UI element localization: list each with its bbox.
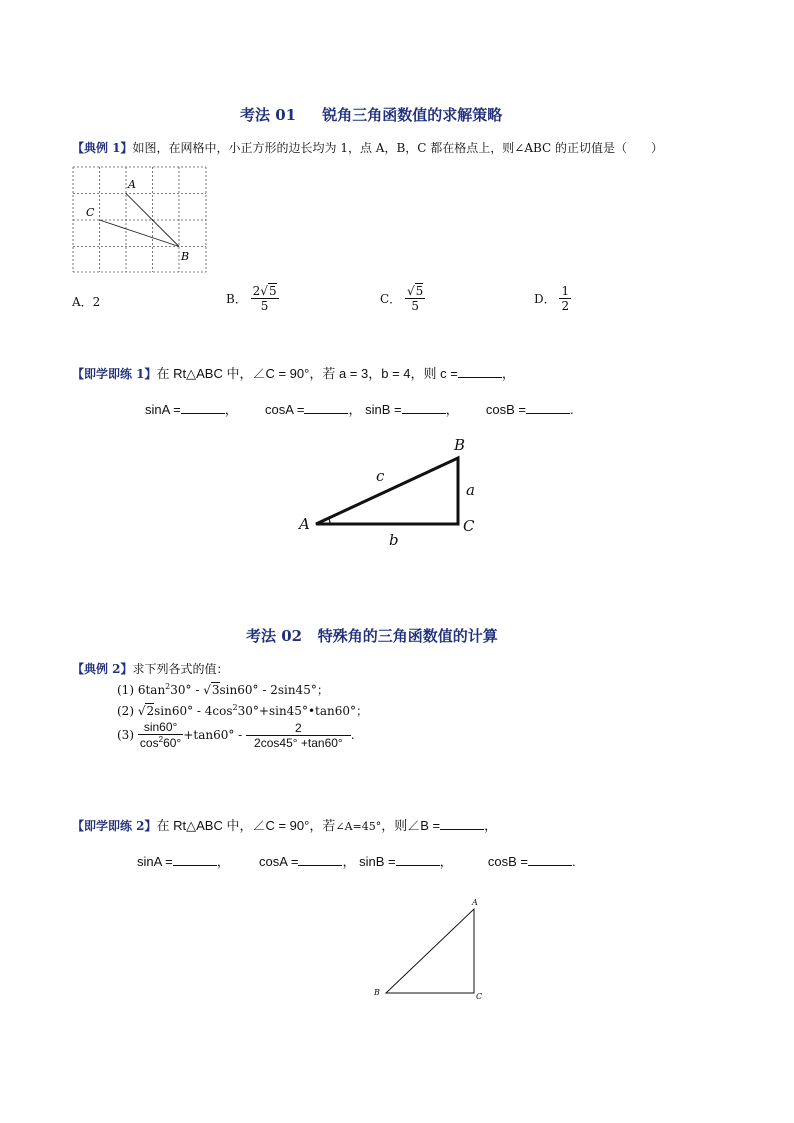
p1-sep: ， xyxy=(445,402,459,417)
grid-label-a: A xyxy=(128,178,136,191)
practice2-text-a: 在 Rt△ABC 中，∠C = 90°，若 xyxy=(156,818,336,833)
p1-cosb-label: cosB = xyxy=(485,402,526,417)
p2-cosb-label: cosB = xyxy=(487,854,528,869)
expr3-num1: sin60° xyxy=(138,720,184,735)
option-d-fraction xyxy=(559,284,571,313)
practice1-line xyxy=(72,363,515,382)
practice1-blank-c[interactable] xyxy=(458,366,502,378)
tri1-label-a: A xyxy=(299,515,310,533)
example1-tag: 【典例 1】 xyxy=(72,141,133,155)
p2-cosb-blank[interactable] xyxy=(528,854,572,866)
practice2-line xyxy=(72,815,497,834)
p1-sep: ， xyxy=(224,402,238,417)
option-c[interactable] xyxy=(380,284,425,313)
expr3-den2: 2cos45° +tan60° xyxy=(254,735,343,750)
expr2-prefix: (2) xyxy=(117,704,134,718)
practice2-angle: ∠A=45° xyxy=(335,820,382,833)
p1-sinb-blank[interactable] xyxy=(402,402,446,414)
p2-sinb-label: sinB = xyxy=(359,854,396,869)
expr3-prefix: (3) xyxy=(117,728,134,742)
tri1-label-side-a: a xyxy=(466,481,475,499)
p1-end: . xyxy=(569,402,574,417)
p2-end: . xyxy=(571,854,576,869)
expr2-a: sin60° - 4cos xyxy=(154,704,233,718)
tri1-label-c: C xyxy=(463,517,475,535)
option-b-fraction: $\frac{2√5}{5}$ xyxy=(252,284,277,313)
practice1-answers xyxy=(145,399,574,418)
expr3-den1-b: 60° xyxy=(163,736,182,750)
p2-cosa-blank[interactable] xyxy=(298,854,342,866)
triangle1-figure xyxy=(290,432,490,552)
p2-cosa-label: cosA = xyxy=(259,854,299,869)
triangle1-shape xyxy=(316,458,458,524)
triangle2-shape xyxy=(386,909,474,993)
expr2-sup: 2 xyxy=(232,703,238,712)
option-c-fraction: $\frac{√5}{5}$ xyxy=(407,284,424,313)
triangle2-figure xyxy=(368,895,488,1007)
option-a-letter: A． xyxy=(72,295,93,309)
expr1-b: 30° - xyxy=(170,683,204,697)
example1-line xyxy=(72,139,663,156)
p1-sep: ， xyxy=(348,402,362,417)
p2-sinb-blank[interactable] xyxy=(396,854,440,866)
practice1-end: ， xyxy=(501,366,515,381)
p1-cosa-blank[interactable] xyxy=(304,402,348,414)
expr2-b: 30°+sin45°•tan60°； xyxy=(237,704,368,718)
p2-sep: ， xyxy=(439,854,453,869)
option-a-value: 2 xyxy=(92,295,101,309)
option-d-letter: D． xyxy=(534,292,556,306)
p1-sina-blank[interactable] xyxy=(181,402,225,414)
option-b-coef: 2 xyxy=(252,284,261,298)
tri2-label-a: A xyxy=(472,898,478,907)
practice2-text-b: ，则∠B = xyxy=(381,818,441,833)
expr3-den1-sup: 2 xyxy=(158,735,164,744)
option-b-denominator: 5 xyxy=(260,299,269,313)
tri2-label-b: B xyxy=(374,988,380,997)
expr3-fraction1 xyxy=(138,720,184,750)
expr3-mid: +tan60° - xyxy=(183,728,247,742)
example1-text: 如图，在网格中，小正方形的边长均为 1，点 A，B，C 都在格点上，则∠ABC 的正切值是（ ） xyxy=(132,141,664,155)
grid-label-b: B xyxy=(181,250,190,263)
section2-title: 考法 02 特殊角的三角函数值的计算 xyxy=(246,627,498,645)
expr-2: (2) $√2\sin 60^\circ - 4\cos^230^\circ+\sin 45^\circ•\tan 60^\circ$； xyxy=(117,703,368,718)
option-b[interactable] xyxy=(226,284,279,313)
option-a[interactable] xyxy=(72,293,100,310)
tri2-label-c: C xyxy=(476,992,483,1001)
p2-sina-label: sinA = xyxy=(137,854,173,869)
practice2-answers xyxy=(137,851,576,870)
practice1-text: 在 Rt△ABC 中，∠C = 90°，若 a = 3，b = 4，则 c = xyxy=(156,366,458,381)
practice2-end: ， xyxy=(484,818,498,833)
practice2-blank-b[interactable] xyxy=(440,818,484,830)
practice2-tag: 【即学即练 2】 xyxy=(72,819,157,833)
expr3-end: . xyxy=(350,728,355,742)
tri1-label-b: B xyxy=(454,436,466,454)
example2-text: 求下列各式的值： xyxy=(132,662,229,676)
section1-title: 考法 01 锐角三角函数值的求解策略 xyxy=(240,106,503,124)
example2-line xyxy=(72,660,229,677)
option-d[interactable] xyxy=(534,284,571,313)
expr1-a: 6tan xyxy=(137,683,166,697)
expr1-radicand: 3 xyxy=(211,683,220,697)
expr3-fraction2 xyxy=(246,721,351,750)
practice1-tag: 【即学即练 1】 xyxy=(72,367,157,381)
p2-sina-blank[interactable] xyxy=(173,854,217,866)
expr2-radicand: 2 xyxy=(146,704,155,718)
option-c-radicand: 5 xyxy=(415,284,424,298)
tri1-label-side-c: c xyxy=(376,467,385,485)
grid-figure xyxy=(66,164,216,276)
expr1-sup: 2 xyxy=(165,682,171,691)
expr1-prefix: (1) xyxy=(117,683,134,697)
tri1-label-side-b: b xyxy=(389,531,399,549)
p1-cosa-label: cosA = xyxy=(265,402,305,417)
expr1-c: sin60° - 2sin45°； xyxy=(219,683,329,697)
option-c-denominator: 5 xyxy=(411,299,419,313)
option-d-denominator: 2 xyxy=(561,299,570,313)
p1-cosb-blank[interactable] xyxy=(526,402,570,414)
example2-tag: 【典例 2】 xyxy=(72,662,133,676)
grid-label-c: C xyxy=(86,206,95,219)
expr3-den1-a: cos xyxy=(139,736,159,750)
p1-sina-label: sinA = xyxy=(145,402,181,417)
option-c-letter: C． xyxy=(380,292,402,306)
option-b-radicand: 5 xyxy=(268,284,277,298)
segment-cb xyxy=(100,220,180,247)
option-d-numerator: 1 xyxy=(561,284,570,298)
expr-1: (1) $6\tan^230^\circ - √3\sin 60^\circ - 2\sin 45^\circ$； xyxy=(117,682,329,697)
p2-sep: ， xyxy=(216,854,230,869)
expr-3 xyxy=(117,720,355,750)
p1-sinb-label: sinB = xyxy=(365,402,402,417)
expr3-num2: 2 xyxy=(246,721,351,736)
p2-sep: ， xyxy=(342,854,356,869)
option-b-letter: B． xyxy=(226,292,247,306)
